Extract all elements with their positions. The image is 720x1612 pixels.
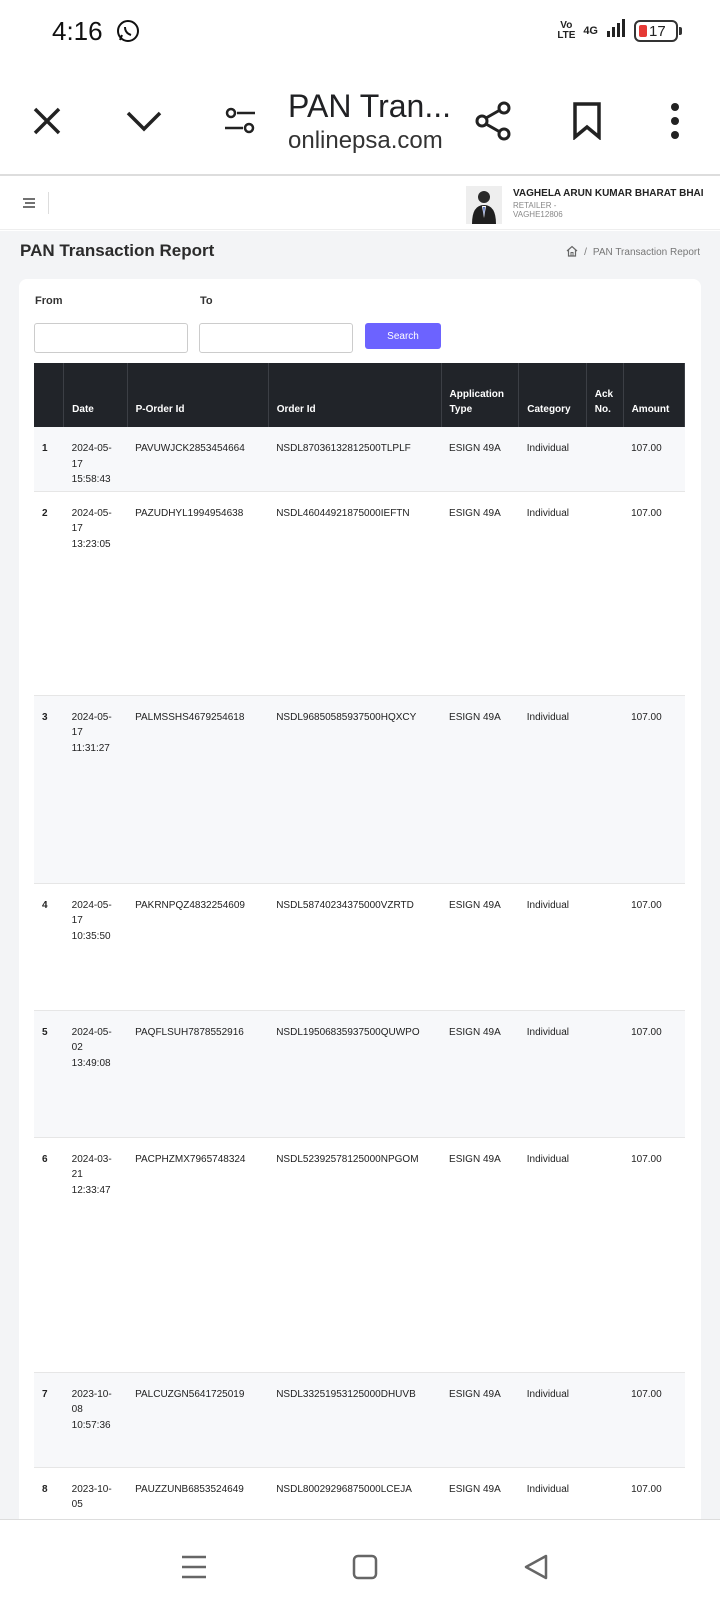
table-row bbox=[34, 491, 685, 695]
column-header-date[interactable]: Date bbox=[64, 363, 127, 427]
back-button[interactable] bbox=[516, 1550, 556, 1584]
breadcrumb-current: PAN Transaction Report bbox=[592, 247, 700, 258]
row-ack-no bbox=[586, 1372, 623, 1467]
browser-title-block[interactable] bbox=[288, 88, 458, 155]
chevron-down-icon bbox=[126, 109, 162, 133]
row-date: 2024-05-02 13:49:08 bbox=[64, 1010, 127, 1137]
row-number: 7 bbox=[34, 1372, 64, 1467]
row-date: 2024-05-17 15:58:43 bbox=[64, 427, 127, 491]
to-date-input[interactable] bbox=[199, 323, 353, 353]
column-header-ack-no[interactable]: Ack No. bbox=[586, 363, 623, 427]
row-ack-no bbox=[586, 883, 623, 1010]
page-domain: onlinepsa.com bbox=[288, 127, 443, 154]
row-number: 4 bbox=[34, 883, 64, 1010]
recent-apps-button[interactable] bbox=[174, 1550, 214, 1584]
table-row bbox=[34, 1137, 685, 1372]
row-category: Individual bbox=[519, 695, 587, 883]
transaction-table bbox=[34, 363, 685, 1519]
row-number: 3 bbox=[34, 695, 64, 883]
row-date: 2024-05-17 13:23:05 bbox=[64, 491, 127, 695]
row-number: 6 bbox=[34, 1137, 64, 1372]
row-order-id: NSDL19506835937500QUWPO bbox=[268, 1010, 441, 1137]
table-row bbox=[34, 1372, 685, 1467]
app-header bbox=[0, 178, 720, 230]
row-amount: 107.00 bbox=[623, 1137, 684, 1372]
avatar[interactable] bbox=[466, 186, 502, 224]
column-header-application-type[interactable]: Application Type bbox=[441, 363, 519, 427]
row-number: 5 bbox=[34, 1010, 64, 1137]
status-bar bbox=[0, 0, 720, 66]
row-ack-no bbox=[586, 491, 623, 695]
row-ack-no bbox=[586, 695, 623, 883]
row-porder-id: PAQFLSUH7878552916 bbox=[127, 1010, 268, 1137]
row-category: Individual bbox=[519, 1467, 587, 1519]
battery-level: 17 bbox=[649, 22, 666, 40]
page-settings-button[interactable] bbox=[213, 94, 267, 148]
table-row bbox=[34, 1467, 685, 1519]
settings-sliders-icon bbox=[223, 106, 257, 136]
row-amount: 107.00 bbox=[623, 695, 684, 883]
row-ack-no bbox=[586, 1010, 623, 1137]
row-amount: 107.00 bbox=[623, 1372, 684, 1467]
column-header-order-id[interactable]: Order Id bbox=[268, 363, 441, 427]
row-porder-id: PAZUDHYL1994954638 bbox=[127, 491, 268, 695]
row-amount: 107.00 bbox=[623, 1010, 684, 1137]
user-id: VAGHE12806 bbox=[513, 210, 563, 219]
row-order-id: NSDL52392578125000NPGOM bbox=[268, 1137, 441, 1372]
row-order-id: NSDL80029296875000LCEJA bbox=[268, 1467, 441, 1519]
row-number: 2 bbox=[34, 491, 64, 695]
signal-icon bbox=[606, 18, 626, 43]
table-row bbox=[34, 695, 685, 883]
row-porder-id: PAVUWJCK2853454664 bbox=[127, 427, 268, 491]
row-porder-id: PALCUZGN5641725019 bbox=[127, 1372, 268, 1467]
row-number: 1 bbox=[34, 427, 64, 491]
home-button[interactable] bbox=[345, 1550, 385, 1584]
column-header-index bbox=[34, 363, 64, 427]
minimize-button[interactable] bbox=[117, 94, 171, 148]
user-photo-icon bbox=[469, 188, 499, 224]
row-application-type: ESIGN 49A bbox=[441, 1467, 519, 1519]
row-order-id: NSDL33251953125000DHUVB bbox=[268, 1372, 441, 1467]
main-content bbox=[0, 231, 720, 1519]
row-category: Individual bbox=[519, 427, 587, 491]
row-category: Individual bbox=[519, 1137, 587, 1372]
row-category: Individual bbox=[519, 491, 587, 695]
close-icon bbox=[31, 105, 63, 137]
row-amount: 107.00 bbox=[623, 491, 684, 695]
user-name[interactable]: VAGHELA ARUN KUMAR BHARAT BHAI bbox=[513, 188, 704, 199]
row-application-type: ESIGN 49A bbox=[441, 491, 519, 695]
row-application-type: ESIGN 49A bbox=[441, 883, 519, 1010]
row-application-type: ESIGN 49A bbox=[441, 427, 519, 491]
menu-lines-icon bbox=[180, 1554, 208, 1580]
row-date: 2023-10-05 bbox=[64, 1467, 127, 1519]
row-application-type: ESIGN 49A bbox=[441, 695, 519, 883]
page-tab-title: PAN Tran... bbox=[288, 88, 452, 124]
row-number: 8 bbox=[34, 1467, 64, 1519]
user-role-label: RETAILER - bbox=[513, 201, 557, 210]
table-header bbox=[34, 363, 685, 427]
row-date: 2023-10-08 10:57:36 bbox=[64, 1372, 127, 1467]
back-triangle-icon bbox=[522, 1553, 550, 1581]
table-row bbox=[34, 427, 685, 491]
row-application-type: ESIGN 49A bbox=[441, 1372, 519, 1467]
table-row bbox=[34, 883, 685, 1010]
battery-icon bbox=[634, 20, 678, 42]
home-square-icon bbox=[351, 1553, 379, 1581]
user-role bbox=[513, 201, 563, 219]
column-header-amount[interactable]: Amount bbox=[623, 363, 684, 427]
close-button[interactable] bbox=[20, 94, 74, 148]
menu-icon[interactable] bbox=[22, 196, 36, 214]
home-icon[interactable] bbox=[566, 245, 578, 260]
row-order-id: NSDL87036132812500TLPLF bbox=[268, 427, 441, 491]
report-card bbox=[19, 279, 701, 1519]
breadcrumb bbox=[566, 245, 700, 260]
row-category: Individual bbox=[519, 883, 587, 1010]
breadcrumb-separator: / bbox=[584, 247, 587, 258]
row-category: Individual bbox=[519, 1010, 587, 1137]
row-application-type: ESIGN 49A bbox=[441, 1137, 519, 1372]
status-time: 4:16 bbox=[52, 16, 103, 46]
bookmark-icon bbox=[572, 102, 602, 140]
share-icon bbox=[473, 101, 513, 141]
search-button[interactable]: Search bbox=[365, 323, 441, 349]
more-vertical-icon bbox=[670, 103, 680, 139]
row-ack-no bbox=[586, 1467, 623, 1519]
row-order-id: NSDL96850585937500HQXCY bbox=[268, 695, 441, 883]
table-body bbox=[34, 427, 685, 1519]
row-porder-id: PACPHZMX7965748324 bbox=[127, 1137, 268, 1372]
row-ack-no bbox=[586, 427, 623, 491]
row-porder-id: PALMSSHS4679254618 bbox=[127, 695, 268, 883]
column-header-category[interactable]: Category bbox=[519, 363, 587, 427]
row-porder-id: PAKRNPQZ4832254609 bbox=[127, 883, 268, 1010]
column-header-porder-id[interactable]: P-Order Id bbox=[127, 363, 268, 427]
to-label: To bbox=[200, 295, 213, 307]
share-button[interactable] bbox=[466, 94, 520, 148]
whatsapp-icon bbox=[116, 19, 140, 48]
row-date: 2024-03-21 12:33:47 bbox=[64, 1137, 127, 1372]
from-date-input[interactable] bbox=[34, 323, 188, 353]
row-amount: 107.00 bbox=[623, 883, 684, 1010]
row-category: Individual bbox=[519, 1372, 587, 1467]
more-options-button[interactable] bbox=[648, 94, 702, 148]
row-date: 2024-05-17 10:35:50 bbox=[64, 883, 127, 1010]
bookmark-button[interactable] bbox=[560, 94, 614, 148]
browser-toolbar bbox=[0, 66, 720, 176]
row-date: 2024-05-17 11:31:27 bbox=[64, 695, 127, 883]
table-row bbox=[34, 1010, 685, 1137]
from-label: From bbox=[35, 295, 63, 307]
row-amount: 107.00 bbox=[623, 427, 684, 491]
page-title: PAN Transaction Report bbox=[20, 241, 215, 260]
row-amount: 107.00 bbox=[623, 1467, 684, 1519]
row-order-id: NSDL46044921875000IEFTN bbox=[268, 491, 441, 695]
row-order-id: NSDL58740234375000VZRTD bbox=[268, 883, 441, 1010]
row-porder-id: PAUZZUNB6853524649 bbox=[127, 1467, 268, 1519]
system-navigation-bar bbox=[0, 1519, 720, 1612]
row-ack-no bbox=[586, 1137, 623, 1372]
volte-indicator: Vo LTE bbox=[557, 19, 576, 41]
row-application-type: ESIGN 49A bbox=[441, 1010, 519, 1137]
header-divider bbox=[48, 192, 49, 214]
network-type: 4G bbox=[583, 24, 598, 37]
